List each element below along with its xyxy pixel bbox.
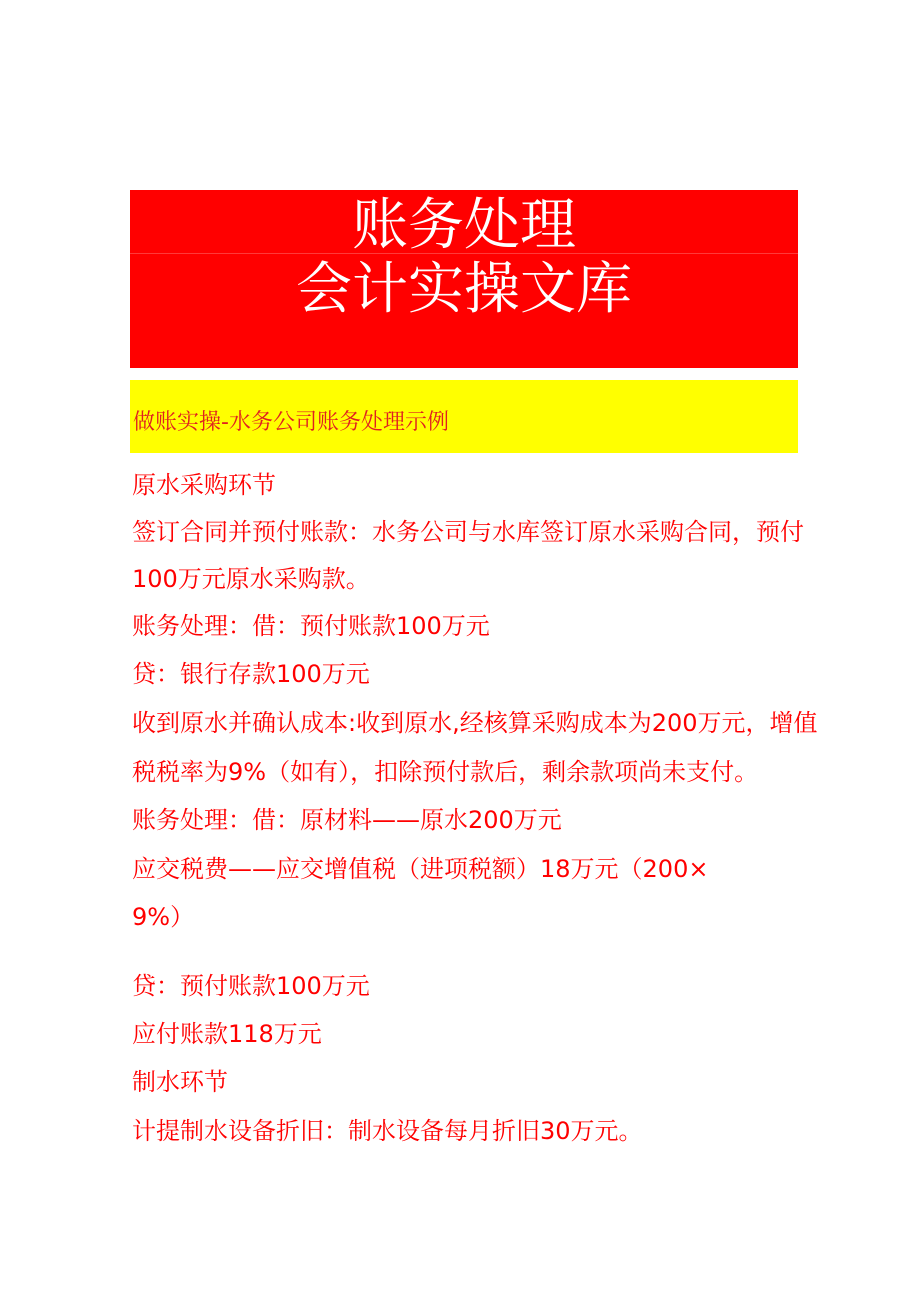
subtitle-box [130,380,798,453]
paragraph-line: 100万元原水采购款。 [132,565,370,593]
paragraph-line: 税税率为9%（如有），扣除预付款后，剩余款项尚未支付。 [132,758,759,786]
section-heading-water-production: 制水环节 [132,1068,228,1096]
banner-title-line1: 账务处理 [352,193,576,258]
paragraph-line: 签订合同并预付账款：水务公司与水库签订原水采购合同，预付 [132,518,804,546]
journal-entry-line: 应交税费——应交增值税（进项税额）18万元（200× [132,855,709,883]
journal-entry-line: 账务处理：借：原材料——原水200万元 [132,806,562,834]
banner-title-line2: 会计实操文库 [296,257,632,322]
journal-entry-line: 9%） [132,903,195,931]
paragraph-line: 计提制水设备折旧：制水设备每月折旧30万元。 [132,1117,643,1145]
journal-entry-line: 贷：银行存款100万元 [132,660,370,688]
section-heading-raw-water: 原水采购环节 [132,471,276,499]
journal-entry-line: 贷：预付账款100万元 [132,972,370,1000]
subtitle-text: 做账实操-水务公司账务处理示例 [133,410,449,435]
journal-entry-line: 应付账款118万元 [132,1020,322,1048]
journal-entry-line: 账务处理：借：预付账款100万元 [132,612,490,640]
paragraph-line: 收到原水并确认成本:收到原水,经核算采购成本为200万元，增值 [132,709,818,737]
